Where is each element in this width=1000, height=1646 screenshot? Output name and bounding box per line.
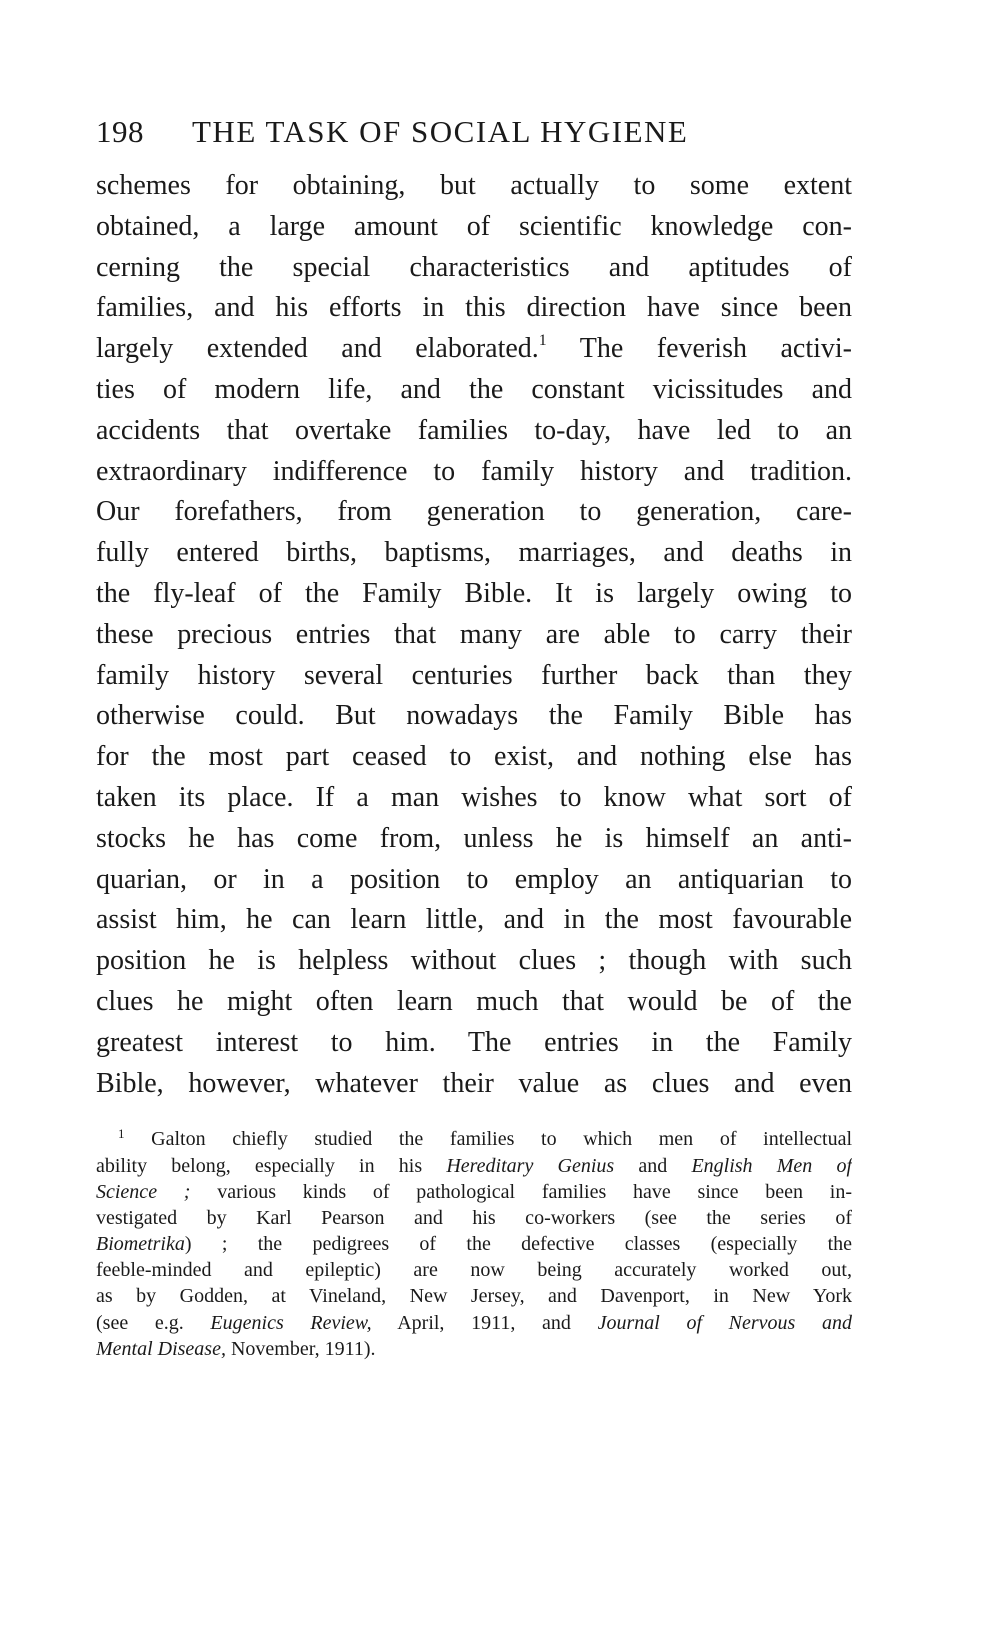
text-line: otherwise could. But nowadays the Family Bible has [96, 700, 852, 732]
text-line: extraordinary indifference to family history and tradition. [96, 455, 852, 487]
journal-title: Eugenics Review, [210, 1311, 372, 1334]
text-line: fully entered births, baptisms, marriages, and deaths in [96, 537, 852, 569]
text-line: ties of modern life, and the constant vicissitudes and [96, 373, 852, 405]
footnote-line: $^1$ Galton chiefly studied the families to which men of intellectual [118, 1126, 852, 1151]
text-line: cerning the special characteristics and aptitudes of [96, 251, 852, 283]
footnote-reference: 1 [538, 332, 547, 350]
book-title: Science ; [96, 1180, 191, 1203]
text-line: greatest interest to him. The entries in the Family [96, 1026, 852, 1058]
text-line: families, and his efforts in this direction have since been [96, 292, 852, 324]
journal-title: Biometrika [96, 1233, 185, 1256]
text-line: the fly-leaf of the Family Bible. It is largely owing to [96, 577, 852, 609]
text-line-end: The feverish activi- [579, 333, 852, 365]
text-line: Bible, however, whatever their value as clues and even [96, 1067, 852, 1099]
book-page [96, 112, 852, 1362]
running-title: THE TASK OF SOCIAL HYGIENE [192, 114, 689, 149]
text-line-start: largely extended and elaborated. [96, 333, 539, 365]
text-line: clues he might often learn much that would be of the [96, 985, 852, 1017]
footnote-line: Biometrika) ; the pedigrees of the defective classes (especially the [96, 1233, 852, 1256]
footnote-marker: 1 [118, 1126, 125, 1142]
text-line: stocks he has come from, unless he is himself an anti- [96, 822, 852, 854]
footnote-line: Mental Disease, November, 1911). [96, 1337, 376, 1360]
journal-title: Mental Disease, [96, 1337, 226, 1360]
text-line: assist him, he can learn little, and in the most favourable [96, 904, 852, 936]
footnote [96, 1126, 852, 1362]
text-line: family history several centuries further back than they [96, 659, 852, 691]
footnote-line: ability belong, especially in his Hereditary Genius and English Men of [96, 1154, 852, 1177]
book-title: Hereditary Genius [446, 1154, 615, 1177]
body-text [96, 166, 852, 1104]
footnote-line: (see e.g. Eugenics Review, April, 1911, and Journal of Nervous and [96, 1311, 852, 1334]
text-line: quarian, or in a position to employ an antiquarian to [96, 863, 852, 895]
footnote-line: vestigated by Karl Pearson and his co-workers (see the series of [96, 1206, 852, 1229]
footnote-line: Science ; various kinds of pathological families have since been in- [96, 1180, 852, 1203]
text-line: schemes for obtaining, but actually to some extent [96, 170, 852, 201]
text-line [96, 329, 852, 370]
text-line: Our forefathers, from generation to generation, care- [96, 496, 852, 528]
journal-title: Journal of Nervous and [597, 1311, 852, 1334]
text-line: for the most part ceased to exist, and nothing else has [96, 741, 852, 773]
running-head [96, 112, 852, 152]
text-line: taken its place. If a man wishes to know what sort of [96, 781, 852, 813]
book-title: English Men of [691, 1154, 852, 1177]
page-number: 198 [96, 114, 144, 149]
text-line: obtained, a large amount of scientific knowledge con- [96, 210, 852, 242]
footnote-line: feeble-minded and epileptic) are now being accurately worked out, [96, 1259, 852, 1282]
text-line: these precious entries that many are able to carry their [96, 618, 852, 650]
text-line: position he is helpless without clues ; though with such [96, 945, 852, 977]
text-line: accidents that overtake families to-day, have led to an [96, 414, 852, 446]
footnote-line: as by Godden, at Vineland, New Jersey, and Davenport, in New York [96, 1285, 852, 1308]
